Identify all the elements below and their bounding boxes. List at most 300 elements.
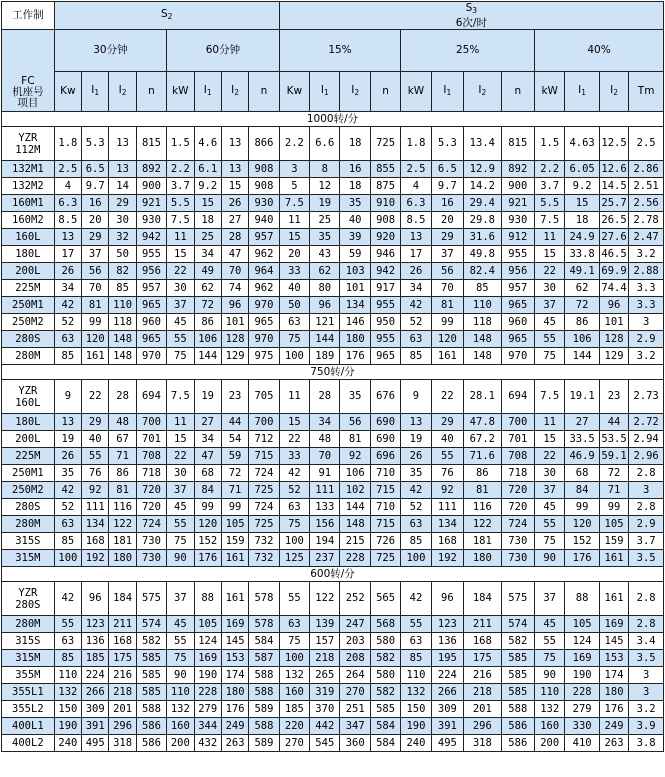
duration-60min-header: 60分钟 (167, 30, 280, 72)
value-cell: 71.6 (464, 448, 501, 465)
value-cell: 118 (464, 314, 501, 331)
value-cell: 123 (82, 616, 109, 633)
value-cell: 586 (136, 718, 166, 735)
value-cell: 892 (501, 161, 534, 178)
value-cell: 75 (535, 348, 565, 365)
value-cell: 31.6 (464, 229, 501, 246)
speed-section-title: 600转/分 (2, 567, 664, 582)
value-cell: 908 (249, 178, 279, 195)
column-header-row (2, 72, 664, 112)
value-cell: 132 (401, 684, 431, 701)
value-cell: 318 (109, 735, 136, 752)
value-cell: 43 (310, 246, 340, 263)
value-cell: 80 (310, 280, 340, 297)
value-cell: 99 (431, 314, 463, 331)
value-cell: 15 (279, 414, 309, 431)
value-cell: 13 (109, 161, 136, 178)
value-cell: 132 (279, 667, 309, 684)
value-cell: 586 (501, 735, 534, 752)
value-cell: 960 (501, 314, 534, 331)
value-cell: 81 (340, 431, 370, 448)
value-cell: 956 (136, 263, 166, 280)
value-cell: 725 (370, 127, 400, 161)
column-header-i2: $I_2$ (599, 72, 628, 112)
table-row (2, 550, 664, 567)
value-cell: 33.8 (565, 246, 599, 263)
value-cell: 3 (629, 667, 664, 684)
value-cell: 17 (54, 246, 81, 263)
value-cell: 5.5 (535, 195, 565, 212)
value-cell: 110 (109, 297, 136, 314)
value-cell: 588 (249, 667, 279, 684)
value-cell: 16 (82, 195, 109, 212)
value-cell: 200 (167, 735, 194, 752)
value-cell: 148 (109, 331, 136, 348)
value-cell: 82.4 (464, 263, 501, 280)
value-cell: 27 (221, 212, 248, 229)
value-cell: 585 (136, 650, 166, 667)
value-cell: 15 (167, 431, 194, 448)
value-cell: 900 (501, 178, 534, 195)
column-header-kw: Kw (279, 72, 309, 112)
value-cell: 26 (401, 263, 431, 280)
table-row (2, 633, 664, 650)
value-cell: 580 (370, 667, 400, 684)
value-cell: 20 (279, 246, 309, 263)
value-cell: 296 (464, 718, 501, 735)
value-cell: 148 (109, 348, 136, 365)
column-header-i2: $I_2$ (464, 72, 501, 112)
value-cell: 370 (310, 701, 340, 718)
value-cell: 263 (599, 735, 628, 752)
value-cell: 855 (370, 161, 400, 178)
value-cell: 216 (464, 667, 501, 684)
value-cell: 720 (136, 499, 166, 516)
value-cell: 2.5 (401, 161, 431, 178)
value-cell: 732 (249, 533, 279, 550)
value-cell: 76 (431, 465, 463, 482)
frame-model: 280S (2, 499, 55, 516)
value-cell: 168 (431, 533, 463, 550)
value-cell: 266 (431, 684, 463, 701)
table-row (2, 263, 664, 280)
value-cell: 30 (167, 465, 194, 482)
value-cell: 15 (221, 178, 248, 195)
value-cell: 34 (54, 280, 81, 297)
value-cell: 930 (136, 212, 166, 229)
value-cell: 247 (340, 616, 370, 633)
value-cell: 63 (279, 616, 309, 633)
value-cell: 85 (54, 348, 81, 365)
value-cell: 62 (565, 280, 599, 297)
value-cell: 96 (82, 582, 109, 616)
value-cell: 168 (464, 633, 501, 650)
value-cell: 715 (370, 516, 400, 533)
value-cell: 930 (501, 212, 534, 229)
value-cell: 136 (431, 633, 463, 650)
s2-header: $S_2$ (54, 2, 279, 30)
frame-item-header: FC 机座号 项目 (2, 30, 55, 112)
value-cell: 319 (310, 684, 340, 701)
value-cell: 5.3 (431, 127, 463, 161)
work-mode-label: 工作制 (2, 2, 55, 30)
column-header-i1: $I_1$ (194, 72, 221, 112)
value-cell: 2.78 (629, 212, 664, 229)
value-cell: 965 (136, 297, 166, 314)
value-cell: 42 (401, 482, 431, 499)
value-cell: 585 (136, 667, 166, 684)
value-cell: 45 (535, 616, 565, 633)
table-row (2, 684, 664, 701)
value-cell: 106 (194, 331, 221, 348)
value-cell: 100 (279, 650, 309, 667)
table-row (2, 380, 664, 414)
value-cell: 13 (54, 229, 81, 246)
value-cell: 144 (194, 348, 221, 365)
value-cell: 45 (167, 499, 194, 516)
value-cell: 46.5 (599, 246, 628, 263)
value-cell: 29 (82, 414, 109, 431)
value-cell: 6.3 (401, 195, 431, 212)
value-cell: 33 (279, 448, 309, 465)
value-cell: 27 (194, 414, 221, 431)
value-cell: 710 (370, 465, 400, 482)
frame-model: YZR 112M (2, 127, 55, 161)
value-cell: 964 (249, 263, 279, 280)
value-cell: 211 (109, 616, 136, 633)
value-cell: 970 (249, 331, 279, 348)
frame-model: 280M (2, 616, 55, 633)
value-cell: 2.88 (629, 263, 664, 280)
value-cell: 72 (599, 465, 628, 482)
value-cell: 116 (464, 499, 501, 516)
value-cell: 962 (249, 280, 279, 297)
value-cell: 11 (535, 229, 565, 246)
value-cell: 180 (599, 684, 628, 701)
duty-25pct-header: 25% (401, 30, 535, 72)
value-cell: 190 (194, 667, 221, 684)
value-cell: 574 (136, 616, 166, 633)
value-cell: 965 (136, 331, 166, 348)
value-cell: 50 (109, 246, 136, 263)
table-row (2, 161, 664, 178)
value-cell: 589 (249, 735, 279, 752)
value-cell: 725 (249, 482, 279, 499)
table-row (2, 414, 664, 431)
value-cell: 75 (167, 650, 194, 667)
value-cell: 6.5 (431, 161, 463, 178)
value-cell: 6.3 (54, 195, 81, 212)
value-cell: 33 (279, 263, 309, 280)
value-cell: 2.47 (629, 229, 664, 246)
value-cell: 970 (249, 297, 279, 314)
value-cell: 42 (401, 582, 431, 616)
value-cell: 975 (249, 348, 279, 365)
value-cell: 724 (136, 516, 166, 533)
value-cell: 169 (599, 616, 628, 633)
value-cell: 55 (535, 633, 565, 650)
value-cell: 74.4 (599, 280, 628, 297)
value-cell: 92 (340, 448, 370, 465)
frame-model: 132M2 (2, 178, 55, 195)
value-cell: 578 (249, 616, 279, 633)
value-cell: 30 (535, 280, 565, 297)
frame-model: 355M (2, 667, 55, 684)
frame-model: 160M2 (2, 212, 55, 229)
value-cell: 27.6 (599, 229, 628, 246)
value-cell: 19 (54, 431, 81, 448)
value-cell: 118 (109, 314, 136, 331)
value-cell: 965 (501, 297, 534, 314)
value-cell: 6.6 (310, 127, 340, 161)
value-cell: 134 (340, 297, 370, 314)
column-header-kw: Kw (54, 72, 81, 112)
value-cell: 3.4 (629, 633, 664, 650)
value-cell: 40 (340, 212, 370, 229)
value-cell: 4 (401, 178, 431, 195)
value-cell: 690 (370, 414, 400, 431)
value-cell: 12.6 (599, 161, 628, 178)
value-cell: 174 (221, 667, 248, 684)
value-cell: 5 (279, 178, 309, 195)
frame-model: 315M (2, 550, 55, 567)
value-cell: 49.1 (565, 263, 599, 280)
value-cell: 3.3 (629, 280, 664, 297)
value-cell: 48 (109, 414, 136, 431)
value-cell: 6.5 (82, 161, 109, 178)
value-cell: 75 (167, 533, 194, 550)
value-cell: 3.7 (167, 178, 194, 195)
value-cell: 100 (279, 348, 309, 365)
column-header-n: n (249, 72, 279, 112)
value-cell: 180 (464, 550, 501, 567)
value-cell: 37 (167, 582, 194, 616)
value-cell: 25.7 (599, 195, 628, 212)
value-cell: 120 (565, 516, 599, 533)
value-cell: 730 (136, 550, 166, 567)
value-cell: 159 (221, 533, 248, 550)
value-cell: 720 (136, 482, 166, 499)
column-header-i1: $I_1$ (431, 72, 463, 112)
value-cell: 99 (599, 499, 628, 516)
value-cell: 81 (431, 297, 463, 314)
value-cell: 52 (54, 314, 81, 331)
value-cell: 52 (54, 499, 81, 516)
value-cell: 587 (249, 650, 279, 667)
value-cell: 13 (221, 127, 248, 161)
value-cell: 169 (565, 650, 599, 667)
value-cell: 3.2 (629, 246, 664, 263)
value-cell: 37 (535, 297, 565, 314)
value-cell: 132 (54, 684, 81, 701)
value-cell: 956 (501, 263, 534, 280)
value-cell: 146 (340, 314, 370, 331)
value-cell: 184 (109, 582, 136, 616)
value-cell: 37 (167, 297, 194, 314)
value-cell: 11 (167, 229, 194, 246)
value-cell: 705 (249, 380, 279, 414)
table-row (2, 499, 664, 516)
value-cell: 712 (249, 431, 279, 448)
value-cell: 2.2 (535, 161, 565, 178)
value-cell: 263 (221, 735, 248, 752)
value-cell: 124 (565, 633, 599, 650)
value-cell: 92 (82, 482, 109, 499)
value-cell: 45 (167, 314, 194, 331)
value-cell: 432 (194, 735, 221, 752)
value-cell: 710 (370, 499, 400, 516)
value-cell: 49 (194, 263, 221, 280)
value-cell: 9 (401, 380, 431, 414)
value-cell: 8.5 (54, 212, 81, 229)
duty-40pct-header: 40% (535, 30, 664, 72)
value-cell: 96 (431, 582, 463, 616)
value-cell: 85 (401, 348, 431, 365)
value-cell: 732 (249, 550, 279, 567)
value-cell: 237 (310, 550, 340, 567)
value-cell: 128 (221, 331, 248, 348)
value-cell: 4.63 (565, 127, 599, 161)
column-header-i2: $I_2$ (109, 72, 136, 112)
value-cell: 3.2 (629, 701, 664, 718)
value-cell: 228 (340, 550, 370, 567)
value-cell: 910 (370, 195, 400, 212)
value-cell: 15 (194, 195, 221, 212)
value-cell: 724 (249, 499, 279, 516)
value-cell: 582 (136, 633, 166, 650)
value-cell: 122 (310, 582, 340, 616)
value-cell: 14 (109, 178, 136, 195)
table-row (2, 229, 664, 246)
value-cell: 942 (136, 229, 166, 246)
value-cell: 970 (501, 348, 534, 365)
value-cell: 251 (340, 701, 370, 718)
value-cell: 161 (82, 348, 109, 365)
value-cell: 185 (82, 650, 109, 667)
value-cell: 161 (599, 582, 628, 616)
value-cell: 495 (82, 735, 109, 752)
value-cell: 715 (370, 482, 400, 499)
value-cell: 176 (599, 701, 628, 718)
value-cell: 545 (310, 735, 340, 752)
value-cell: 134 (82, 516, 109, 533)
value-cell: 128 (599, 331, 628, 348)
value-cell: 169 (194, 650, 221, 667)
value-cell: 249 (599, 718, 628, 735)
value-cell: 12.5 (599, 127, 628, 161)
value-cell: 190 (565, 667, 599, 684)
value-cell: 912 (501, 229, 534, 246)
value-cell: 100 (279, 533, 309, 550)
table-row (2, 178, 664, 195)
value-cell: 962 (249, 246, 279, 263)
value-cell: 588 (136, 701, 166, 718)
value-cell: 189 (310, 348, 340, 365)
value-cell: 55 (401, 616, 431, 633)
value-cell: 701 (501, 431, 534, 448)
value-cell: 101 (221, 314, 248, 331)
table-row (2, 297, 664, 314)
value-cell: 696 (370, 448, 400, 465)
value-cell: 62 (310, 263, 340, 280)
value-cell: 123 (431, 616, 463, 633)
motor-spec-table (1, 1, 664, 752)
value-cell: 42 (401, 297, 431, 314)
table-row (2, 431, 664, 448)
value-cell: 3 (629, 684, 664, 701)
frame-model: 180L (2, 246, 55, 263)
value-cell: 194 (310, 533, 340, 550)
value-cell: 23 (221, 380, 248, 414)
value-cell: 24.9 (565, 229, 599, 246)
value-cell: 96 (599, 297, 628, 314)
value-cell: 71 (109, 448, 136, 465)
value-cell: 71 (599, 482, 628, 499)
value-cell: 63 (54, 633, 81, 650)
value-cell: 578 (249, 582, 279, 616)
value-cell: 965 (249, 314, 279, 331)
value-cell: 88 (194, 582, 221, 616)
value-cell: 74 (221, 280, 248, 297)
value-cell: 946 (370, 246, 400, 263)
table-row (2, 667, 664, 684)
value-cell: 224 (431, 667, 463, 684)
value-cell: 34 (194, 431, 221, 448)
value-cell: 410 (565, 735, 599, 752)
value-cell: 3.7 (535, 178, 565, 195)
value-cell: 908 (370, 212, 400, 229)
frame-model: 315S (2, 633, 55, 650)
frame-model: 280M (2, 516, 55, 533)
value-cell: 120 (82, 331, 109, 348)
value-cell: 815 (136, 127, 166, 161)
value-cell: 585 (501, 650, 534, 667)
value-cell: 81 (82, 297, 109, 314)
value-cell: 22 (167, 448, 194, 465)
value-cell: 8.5 (401, 212, 431, 229)
value-cell: 160 (167, 718, 194, 735)
value-cell: 139 (310, 616, 340, 633)
value-cell: 99 (82, 314, 109, 331)
value-cell: 1.8 (401, 127, 431, 161)
value-cell: 218 (109, 684, 136, 701)
value-cell: 54 (221, 431, 248, 448)
value-cell: 14.5 (599, 178, 628, 195)
value-cell: 892 (136, 161, 166, 178)
value-cell: 15 (279, 229, 309, 246)
value-cell: 584 (249, 633, 279, 650)
frame-model: 160L (2, 229, 55, 246)
value-cell: 47.8 (464, 414, 501, 431)
value-cell: 224 (82, 667, 109, 684)
table-row (2, 195, 664, 212)
column-header-i2: $I_2$ (340, 72, 370, 112)
value-cell: 942 (370, 263, 400, 280)
value-cell: 11 (279, 380, 309, 414)
value-cell: 90 (535, 550, 565, 567)
value-cell: 70 (221, 263, 248, 280)
value-cell: 26 (54, 263, 81, 280)
value-cell: 106 (565, 331, 599, 348)
value-cell: 7.5 (535, 380, 565, 414)
value-cell: 176 (221, 701, 248, 718)
value-cell: 218 (310, 650, 340, 667)
value-cell: 42 (54, 482, 81, 499)
value-cell: 14.2 (464, 178, 501, 195)
value-cell: 700 (249, 414, 279, 431)
value-cell: 144 (310, 331, 340, 348)
value-cell: 192 (82, 550, 109, 567)
